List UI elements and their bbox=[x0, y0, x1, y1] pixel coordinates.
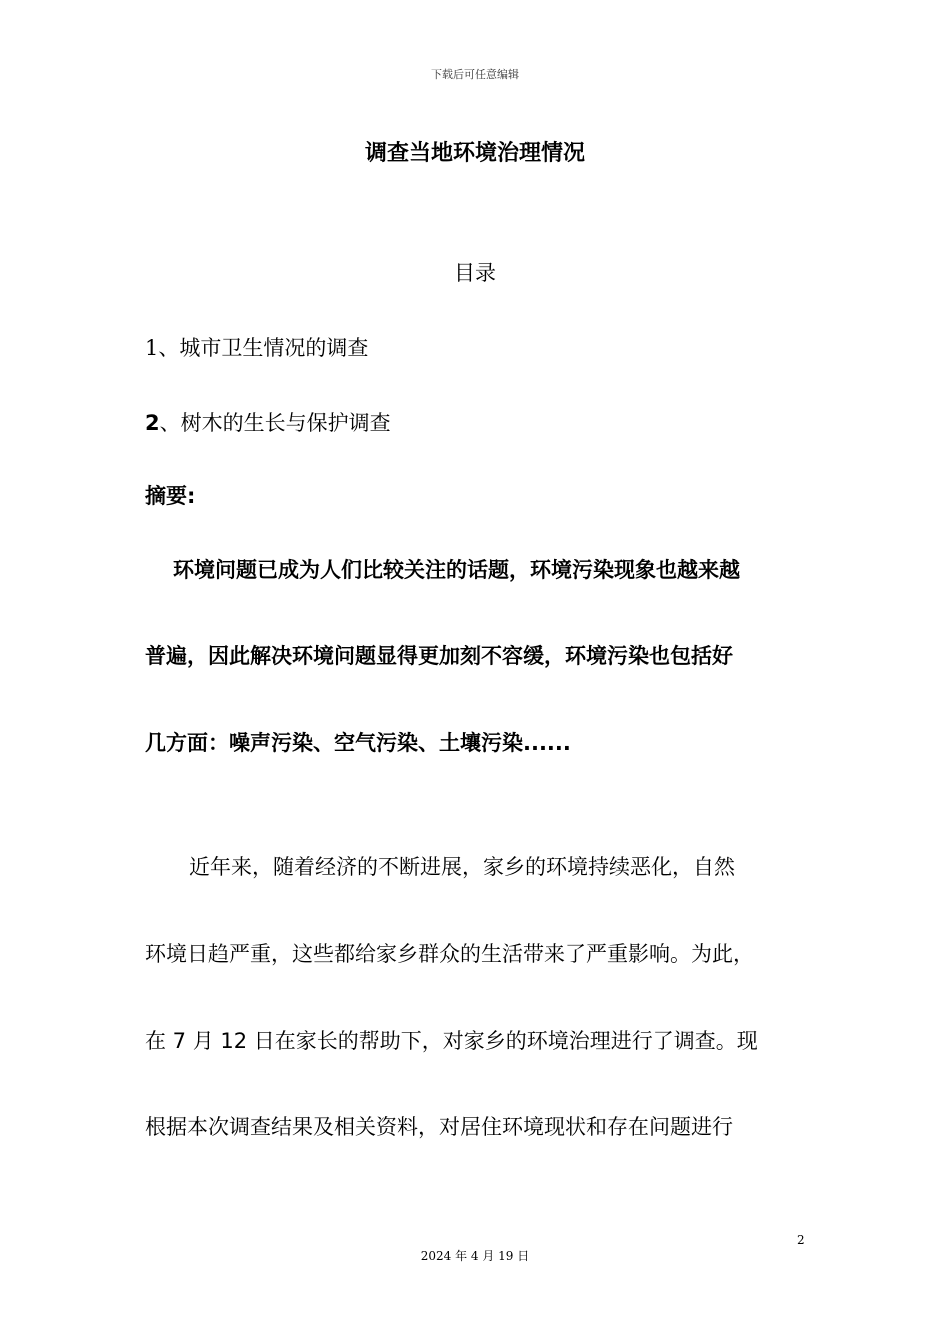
body-line-2: 环境日趋严重，这些都给家乡群众的生活带来了严重影响。为此， bbox=[145, 942, 754, 966]
abstract-label: 摘要: bbox=[145, 484, 196, 508]
page-number: 2 bbox=[797, 1233, 805, 1247]
footer-date: 2024 年 4 月 19 日 bbox=[420, 1249, 530, 1263]
body-line-3: 在 7 月 12 日在家长的帮助下，对家乡的环境治理进行了调查。现 bbox=[145, 1029, 758, 1053]
toc-item-1 bbox=[145, 332, 368, 362]
toc-heading: 目录 bbox=[454, 261, 496, 285]
toc-item-2 bbox=[145, 407, 391, 437]
body-line-4: 根据本次调查结果及相关资料，对居住环境现状和存在问题进行 bbox=[145, 1115, 733, 1139]
abstract-line-1: 环境问题已成为人们比较关注的话题，环境污染现象也越来越 bbox=[173, 558, 740, 582]
toc-item-label: 、城市卫生情况的调查 bbox=[158, 336, 369, 360]
abstract-line-2: 普遍，因此解决环境问题显得更加刻不容缓，环境污染也包括好 bbox=[145, 644, 733, 668]
toc-item-number: 1 bbox=[145, 336, 159, 360]
document-title: 调查当地环境治理情况 bbox=[364, 141, 585, 166]
header-note: 下载后可任意编辑 bbox=[431, 68, 519, 81]
toc-item-label: 、树木的生长与保护调查 bbox=[159, 411, 391, 435]
abstract-line-3: 几方面：噪声污染、空气污染、土壤污染...... bbox=[145, 731, 571, 755]
toc-item-number: 2 bbox=[145, 411, 160, 435]
body-line-1: 近年来，随着经济的不断进展，家乡的环境持续恶化，自然 bbox=[189, 855, 735, 879]
